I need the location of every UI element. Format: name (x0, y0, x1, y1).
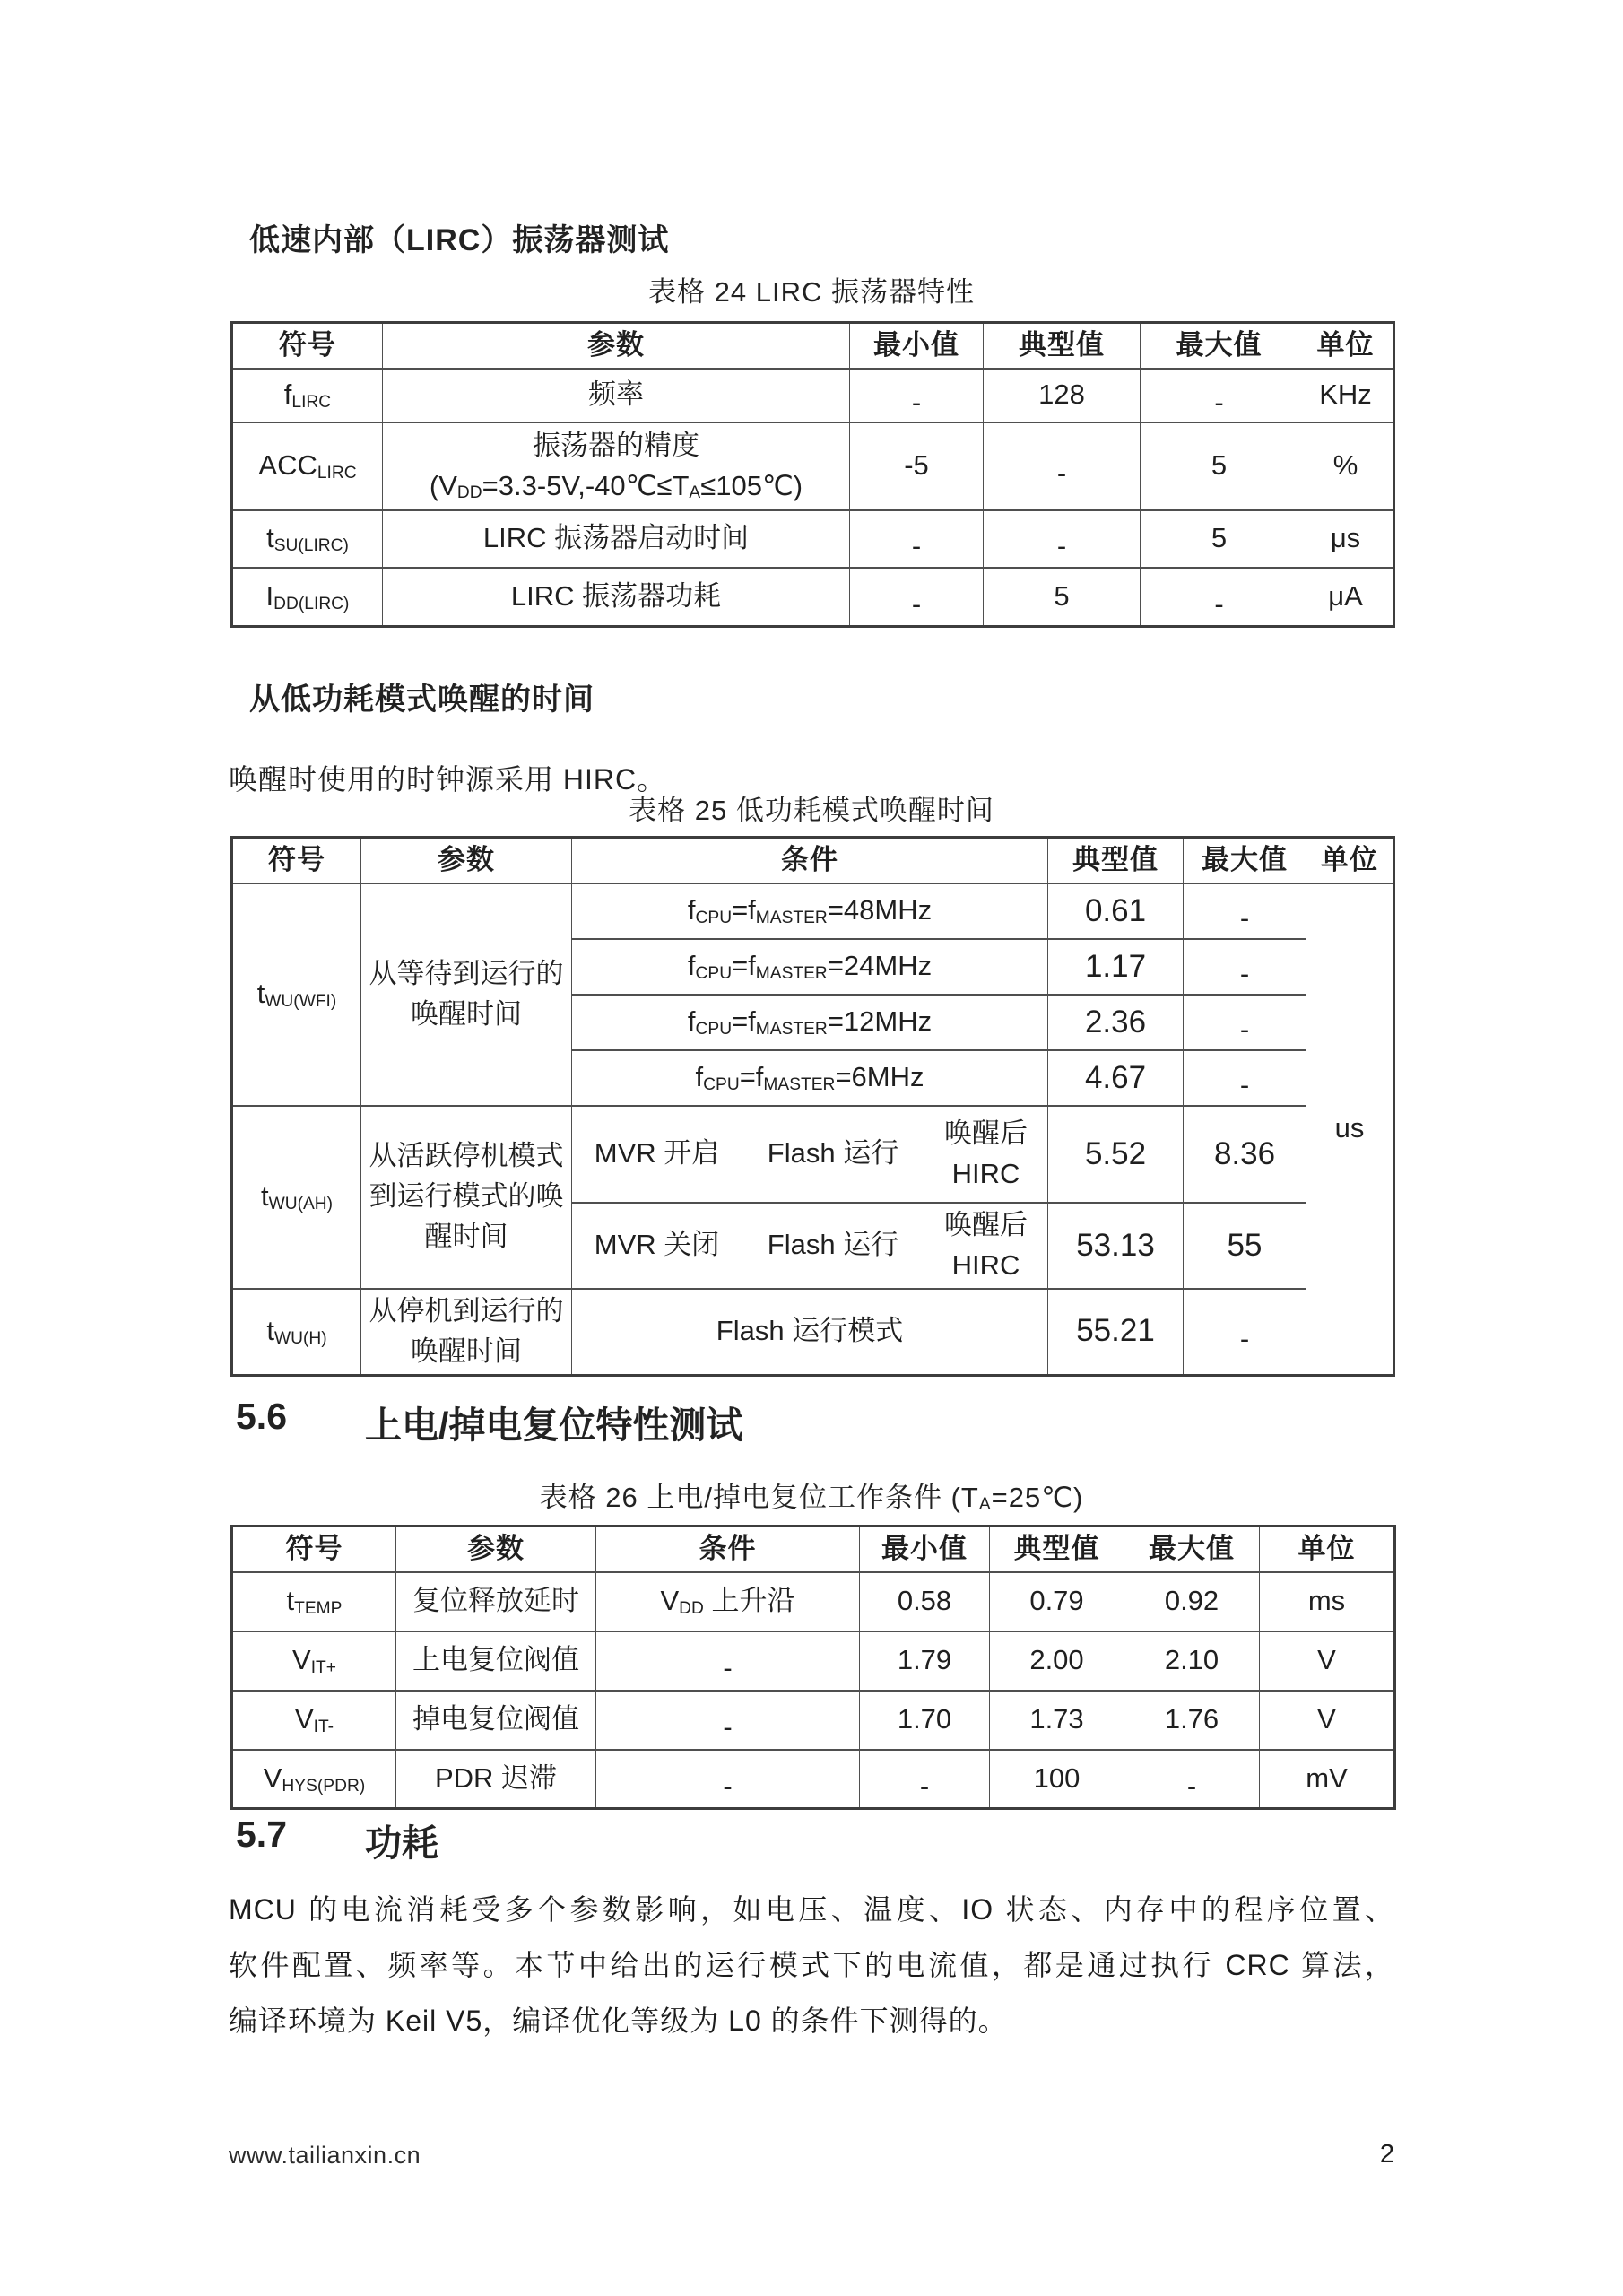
header-cell: 典型值 (984, 323, 1141, 369)
table-cell: $V_{IT+}$ (232, 1631, 396, 1691)
section-number: 5.6 (236, 1396, 287, 1437)
header-cell: 符号 (232, 323, 383, 369)
table-row (232, 369, 1394, 422)
table-row (232, 1106, 1394, 1203)
table-cell: 1.79 (860, 1631, 990, 1691)
header-cell: 最大值 (1124, 1526, 1260, 1572)
table-cell: V (1260, 1691, 1395, 1750)
table-cell: V (1260, 1631, 1395, 1691)
table-cell: 5 (1141, 422, 1298, 510)
table-cell: $I_{DD(LIRC)}$ (232, 568, 383, 627)
table-cell: 从停机到运行的唤醒时间 (361, 1289, 572, 1375)
table-cell: MVR 开启 (572, 1106, 742, 1203)
header-cell: 典型值 (990, 1526, 1124, 1572)
table-cell: - (1184, 939, 1306, 995)
header-cell: 参数 (396, 1526, 596, 1572)
table-cell: 唤醒后 HIRC (924, 1203, 1048, 1289)
power-consumption-paragraph (229, 1882, 1394, 2048)
table-cell: 100 (990, 1750, 1124, 1809)
table-cell: mV (1260, 1750, 1395, 1809)
table-cell: - (1184, 883, 1306, 939)
table-cell: Flash 运行模式 (572, 1289, 1048, 1375)
table-cell: 2.10 (1124, 1631, 1260, 1691)
table-cell: $V_{DD}$ 上升沿 (596, 1572, 860, 1631)
header-cell: 单位 (1298, 323, 1394, 369)
table-cell: % (1298, 422, 1394, 510)
table-cell: 0.61 (1048, 883, 1184, 939)
table-cell: - (1124, 1750, 1260, 1809)
paragraph-line: 编译环境为 Keil V5，编译优化等级为 L0 的条件下测得的。 (229, 2005, 1008, 2037)
table-cell: 8.36 (1184, 1106, 1306, 1203)
table-cell: 2.36 (1048, 995, 1184, 1050)
table-cell: LIRC 振荡器功耗 (383, 568, 850, 627)
table-cell: $f_{CPU}=f_{MASTER}=48MHz$ (572, 883, 1048, 939)
table24-caption: 表格 24 LIRC 振荡器特性 (648, 276, 975, 308)
table-cell: 5 (984, 568, 1141, 627)
section-heading-5-7 (236, 1813, 438, 1866)
header-cell: 参数 (361, 838, 572, 883)
table-cell: 从等待到运行的唤醒时间 (361, 883, 572, 1106)
table-cell: -5 (850, 422, 984, 510)
header-cell: 参数 (383, 323, 850, 369)
table-cell: ms (1260, 1572, 1395, 1631)
header-cell: 单位 (1306, 838, 1394, 883)
table-cell: - (596, 1631, 860, 1691)
table-cell: - (1184, 1050, 1306, 1106)
table-cell: - (850, 510, 984, 568)
header-cell: 条件 (572, 838, 1048, 883)
table-25 (230, 836, 1395, 1377)
table-cell: $t_{WU(AH)}$ (232, 1106, 361, 1289)
section-title: 上电/掉电复位特性测试 (365, 1405, 743, 1446)
table-row (232, 883, 1394, 939)
table-cell: 4.67 (1048, 1050, 1184, 1106)
table-cell: 复位释放延时 (396, 1572, 596, 1631)
table-row (232, 1750, 1395, 1809)
header-cell: 最大值 (1184, 838, 1306, 883)
table-cell: 5.52 (1048, 1106, 1184, 1203)
table-cell: 频率 (383, 369, 850, 422)
section-number: 5.7 (236, 1813, 287, 1855)
header-cell: 符号 (232, 838, 361, 883)
table-cell: - (1184, 1289, 1306, 1375)
table-cell: μA (1298, 568, 1394, 627)
table-cell: Flash 运行 (742, 1106, 924, 1203)
table26-caption: 表格 26 上电/掉电复位工作条件 $(T_A=25℃)$ (539, 1482, 1084, 1515)
table-24 (230, 321, 1395, 628)
table-row (232, 510, 1394, 568)
table-cell: 从活跃停机模式到运行模式的唤醒时间 (361, 1106, 572, 1289)
table-cell: $t_{SU(LIRC)}$ (232, 510, 383, 568)
table-cell: us (1306, 883, 1394, 1375)
section-title: 功耗 (365, 1822, 438, 1864)
section-heading-wakeup: 从低功耗模式唤醒的时间 (249, 683, 595, 717)
header-cell: 单位 (1260, 1526, 1395, 1572)
table-cell: 128 (984, 369, 1141, 422)
table-cell: $t_{TEMP}$ (232, 1572, 396, 1631)
table-cell: 上电复位阀值 (396, 1631, 596, 1691)
table-cell: 2.00 (990, 1631, 1124, 1691)
header-cell: 最小值 (860, 1526, 990, 1572)
header-cell: 最大值 (1141, 323, 1298, 369)
table-cell: - (850, 568, 984, 627)
wakeup-note-text: 唤醒时使用的时钟源采用 HIRC。 (229, 763, 667, 796)
table-cell: 55 (1184, 1203, 1306, 1289)
table-cell: Flash 运行 (742, 1203, 924, 1289)
header-cell: 符号 (232, 1526, 396, 1572)
table-cell: - (984, 422, 1141, 510)
table-cell: - (860, 1750, 990, 1809)
table-cell: 5 (1141, 510, 1298, 568)
table-cell: 0.58 (860, 1572, 990, 1631)
table-cell: 1.70 (860, 1691, 990, 1750)
table-cell: μs (1298, 510, 1394, 568)
paragraph-line: MCU 的电流消耗受多个参数影响，如电压、温度、IO 状态、内存中的程序位置、 (229, 1893, 1394, 1926)
table-cell: $t_{WU(H)}$ (232, 1289, 361, 1375)
table-cell: LIRC 振荡器启动时间 (383, 510, 850, 568)
table-row (232, 1691, 1395, 1750)
table-cell: $V_{IT-}$ (232, 1691, 396, 1750)
table-cell: MVR 关闭 (572, 1203, 742, 1289)
table-cell: PDR 迟滞 (396, 1750, 596, 1809)
page-number: 2 (1379, 2140, 1394, 2169)
table-row (232, 1572, 1395, 1631)
table-cell: - (984, 510, 1141, 568)
table-row (232, 1526, 1395, 1572)
table-cell: 55.21 (1048, 1289, 1184, 1375)
table-row (232, 323, 1394, 369)
table-cell: 0.92 (1124, 1572, 1260, 1631)
table-26 (230, 1525, 1396, 1810)
table-row (232, 568, 1394, 627)
table-cell: $f_{CPU}=f_{MASTER}=12MHz$ (572, 995, 1048, 1050)
table-cell: 掉电复位阀值 (396, 1691, 596, 1750)
header-cell: 条件 (596, 1526, 860, 1572)
table-cell: 振荡器的精度 $(V_{DD}=3.3-5V,-40℃\le T_A\le 105℃)$ (383, 422, 850, 510)
table-cell: $f_{CPU}=f_{MASTER}=6MHz$ (572, 1050, 1048, 1106)
table-row (232, 1631, 1395, 1691)
table-cell: - (1184, 995, 1306, 1050)
table-cell: - (1141, 369, 1298, 422)
header-cell: 最小值 (850, 323, 984, 369)
table-cell: 0.79 (990, 1572, 1124, 1631)
table-cell: $V_{HYS(PDR)}$ (232, 1750, 396, 1809)
table-cell: - (596, 1750, 860, 1809)
table-row (232, 422, 1394, 510)
table25-caption: 表格 25 低功耗模式唤醒时间 (629, 795, 994, 826)
table-cell: 1.73 (990, 1691, 1124, 1750)
header-cell: 典型值 (1048, 838, 1184, 883)
footer-website-url: www.tailianxin.cn (229, 2142, 421, 2169)
table-cell: 53.13 (1048, 1203, 1184, 1289)
table-cell: 唤醒后 HIRC (924, 1106, 1048, 1203)
paragraph-line: 软件配置、频率等。本节中给出的运行模式下的电流值，都是通过执行 CRC 算法， (229, 1949, 1394, 1981)
table-cell: KHz (1298, 369, 1394, 422)
section-heading-lirc: 低速内部（LIRC）振荡器测试 (249, 223, 670, 257)
table-cell: 1.76 (1124, 1691, 1260, 1750)
section-heading-5-6 (236, 1396, 742, 1448)
table-cell: $f_{LIRC}$ (232, 369, 383, 422)
table-cell: - (596, 1691, 860, 1750)
table-cell: $ACC_{LIRC}$ (232, 422, 383, 510)
table-cell: $f_{CPU}=f_{MASTER}=24MHz$ (572, 939, 1048, 995)
table-row (232, 838, 1394, 883)
table-cell: 1.17 (1048, 939, 1184, 995)
table-cell: - (850, 369, 984, 422)
table-cell: $t_{WU(WFI)}$ (232, 883, 361, 1106)
table-cell: - (1141, 568, 1298, 627)
table-row (232, 1289, 1394, 1375)
